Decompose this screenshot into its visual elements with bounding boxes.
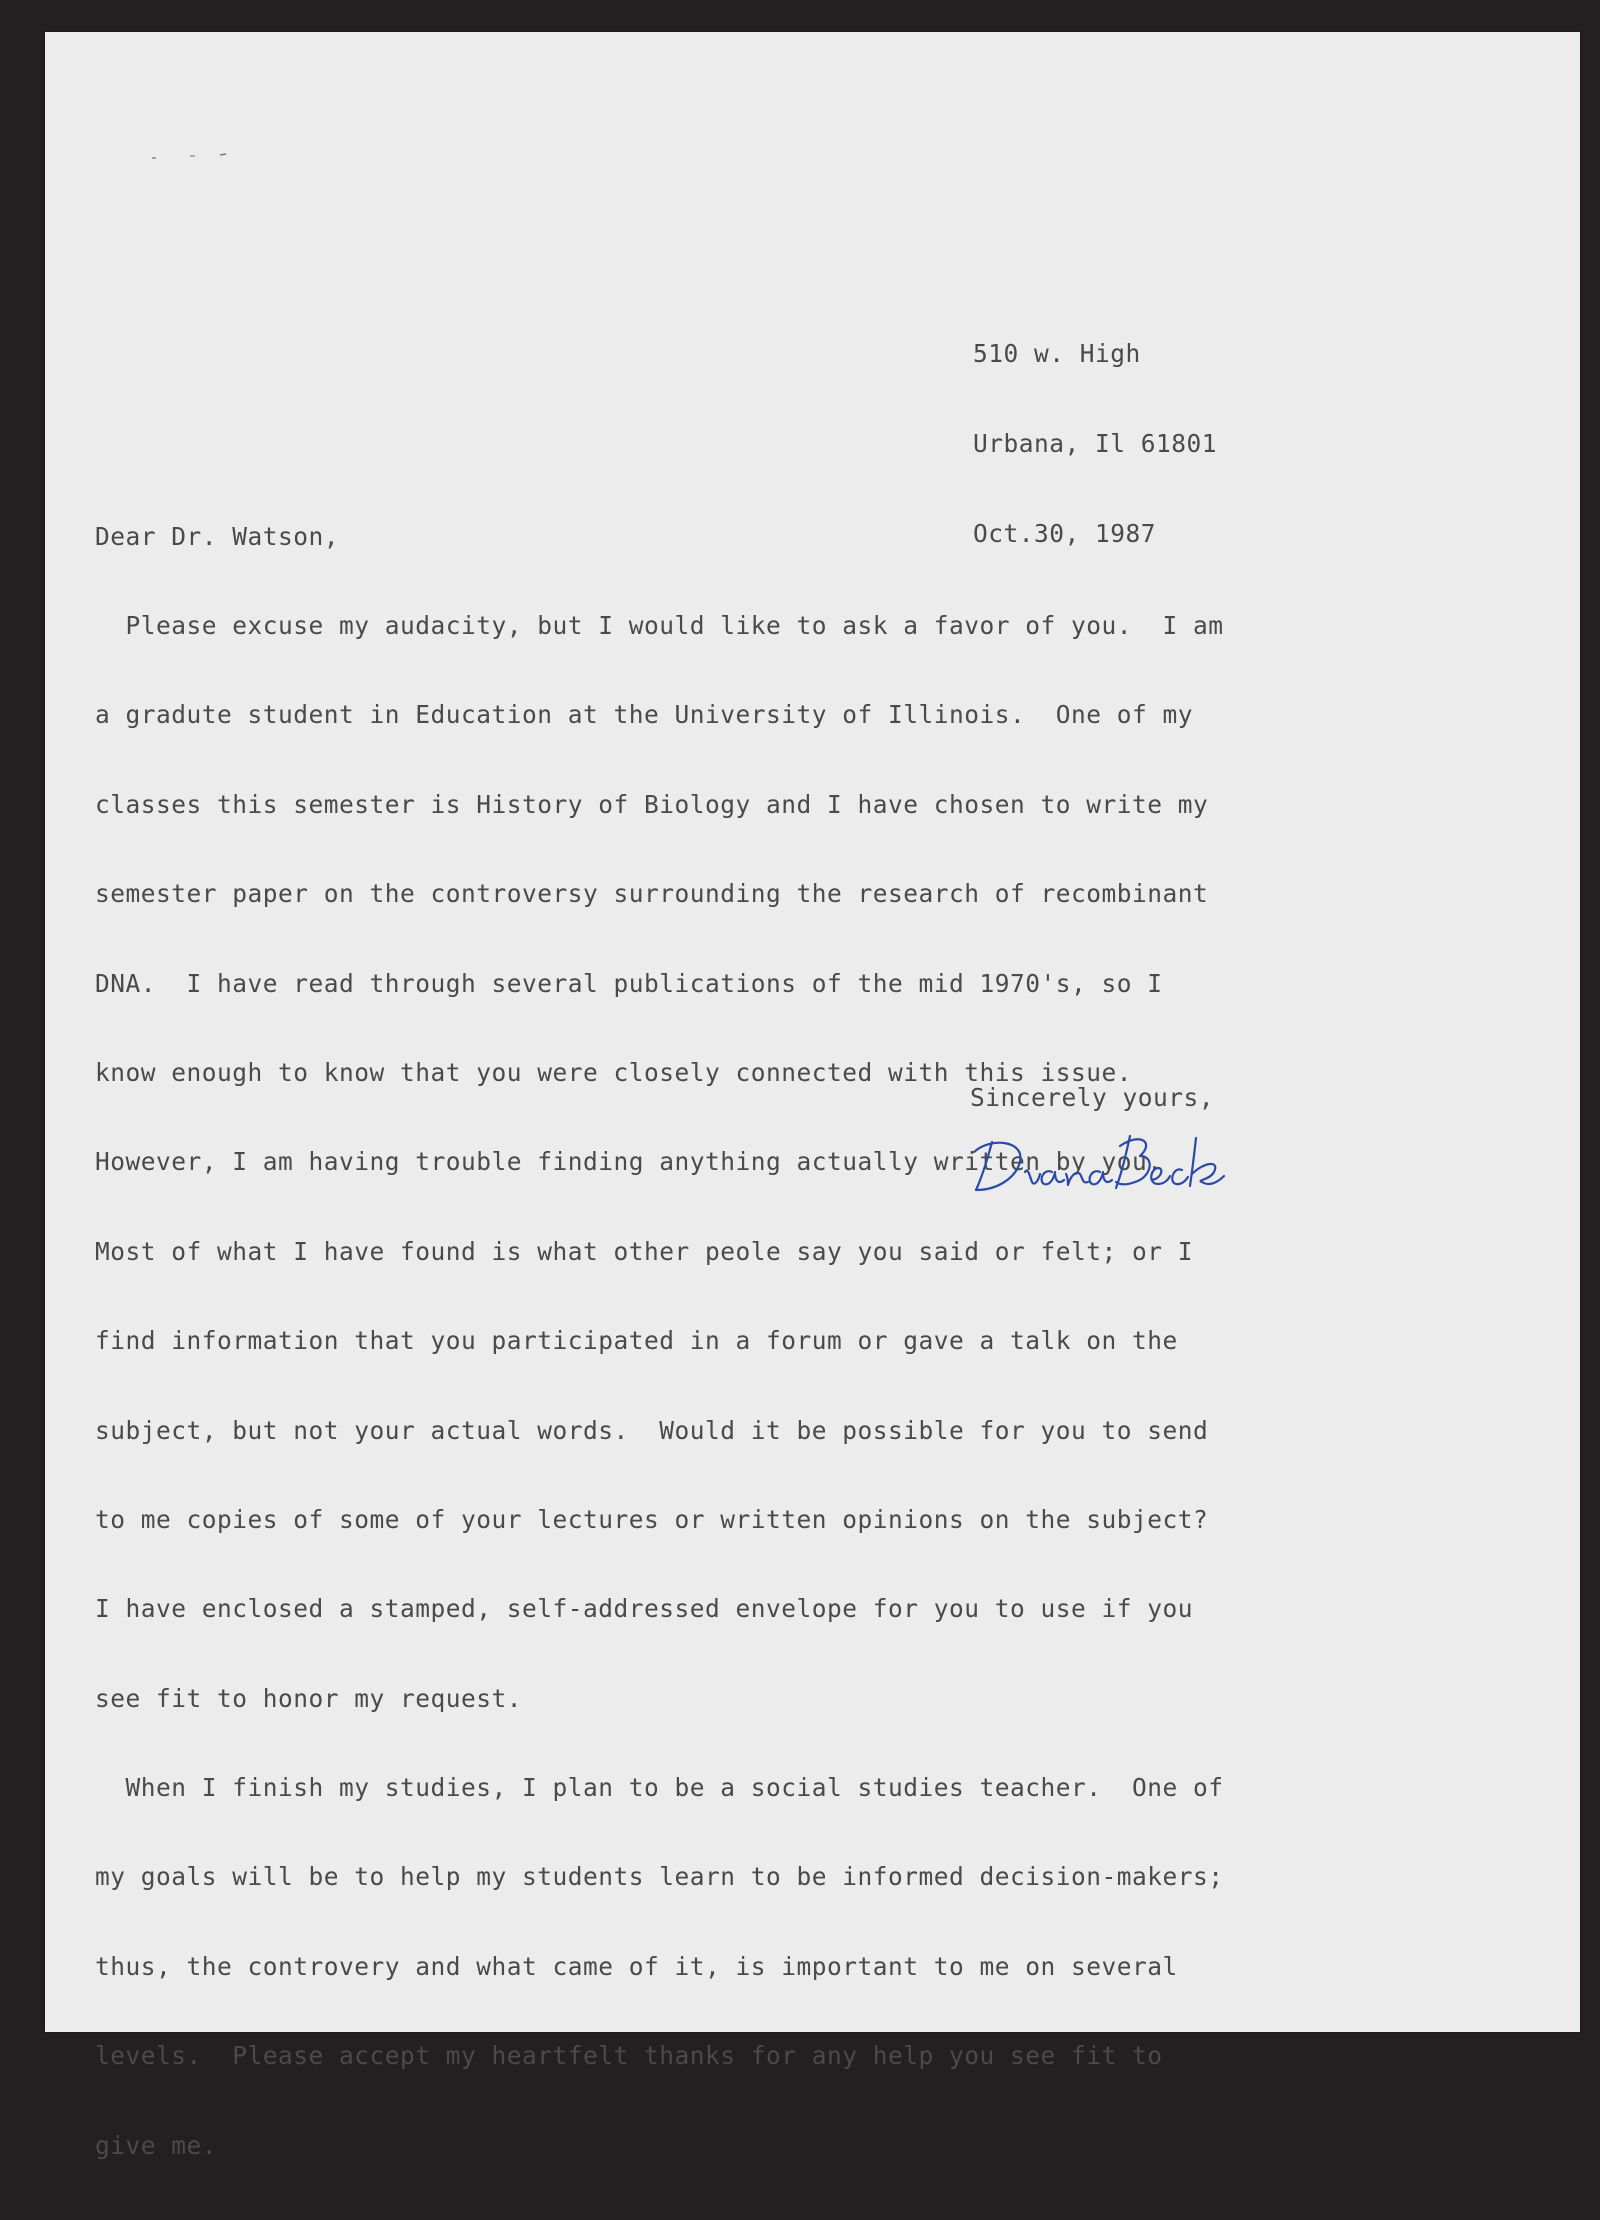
body-line: see fit to honor my request.: [95, 1683, 523, 1713]
stray-marks: [150, 152, 230, 162]
body-line: When I finish my studies, I plan to be a social studies teacher. One of: [95, 1773, 1224, 1803]
body-line: classes this semester is History of Biology and I have chosen to write my: [95, 789, 1209, 819]
closing: Sincerely yours,: [970, 1083, 1215, 1112]
body-line: to me copies of some of your lectures or written opinions on the subject?: [95, 1504, 1209, 1534]
address-city: Urbana, Il 61801: [973, 429, 1218, 458]
body-line: my goals will be to help my students learn to be informed decision-makers;: [95, 1862, 1224, 1892]
body-line: know enough to know that you were closely connected with this issue.: [95, 1057, 1133, 1087]
letter-page: [45, 32, 1580, 2160]
body-line: Most of what I have found is what other peole say you said or felt; or I: [95, 1236, 1194, 1266]
letter-body: [95, 462, 1224, 2220]
body-line: Please excuse my audacity, but I would like to ask a favor of you. I am: [95, 610, 1224, 640]
body-line: semester paper on the controversy surrounding the research of recombinant: [95, 879, 1209, 909]
body-line: thus, the controvery and what came of it, is important to me on several: [95, 1951, 1178, 1981]
body-line: I have enclosed a stamped, self-addressed envelope for you to use if you: [95, 1594, 1194, 1624]
letter-date: Oct.30, 1987: [973, 519, 1157, 548]
salutation: Dear Dr. Watson,: [95, 521, 340, 551]
body-line: give me.: [95, 2130, 218, 2160]
body-line: a gradute student in Education at the University of Illinois. One of my: [95, 700, 1194, 730]
body-line: DNA. I have read through several publications of the mid 1970's, so I: [95, 968, 1163, 998]
body-line: levels. Please accept my heartfelt thanks for any help you see fit to: [95, 2041, 1163, 2071]
body-line: subject, but not your actual words. Would it be possible for you to send: [95, 1415, 1209, 1445]
handwritten-signature: [970, 1122, 1230, 1202]
address-street: 510 w. High: [973, 339, 1141, 368]
body-line: find information that you participated in a forum or gave a talk on the: [95, 1326, 1178, 1356]
body-line: However, I am having trouble finding anything actually written by you.: [95, 1147, 1163, 1177]
